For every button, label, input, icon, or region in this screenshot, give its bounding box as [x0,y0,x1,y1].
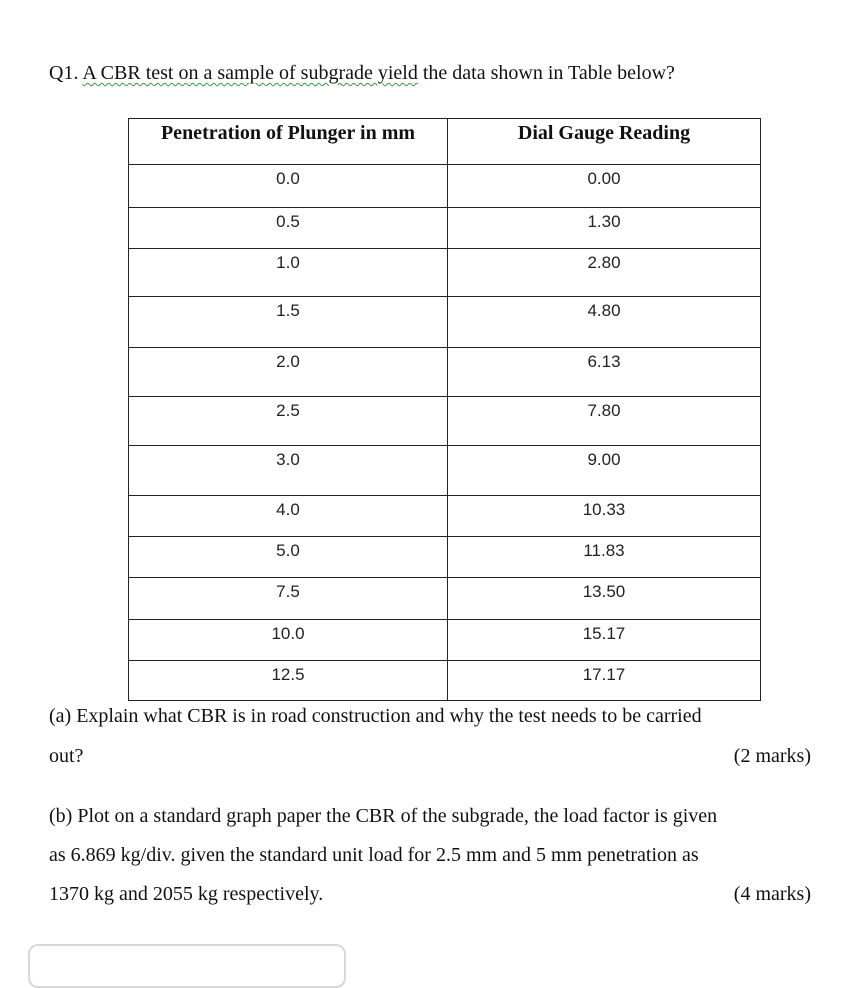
dial-reading-cell: 13.50 [448,578,761,620]
cbr-data-table [128,118,761,701]
header-penetration: Penetration of Plunger in mm [129,119,448,165]
part-a-line-1: (a) Explain what CBR is in road construction and why the test needs to be carried [49,705,702,727]
table-row [129,165,761,208]
table-row [129,397,761,446]
dial-reading-cell: 6.13 [448,348,761,397]
dial-reading-cell: 0.00 [448,165,761,208]
penetration-cell: 7.5 [129,578,448,620]
penetration-cell: 3.0 [129,446,448,496]
part-a-marks: (2 marks) [733,745,811,767]
question-title [49,62,675,85]
dial-reading-cell: 4.80 [448,297,761,348]
part-b-line-3: 1370 kg and 2055 kg respectively. [49,883,324,905]
dial-reading-cell: 2.80 [448,249,761,297]
question-suffix: the data shown in Table below? [417,62,675,84]
penetration-cell: 0.0 [129,165,448,208]
penetration-cell: 10.0 [129,620,448,661]
part-b-line-2: as 6.869 kg/div. given the standard unit load for 2.5 mm and 5 mm penetration as [49,844,699,866]
table-row [129,348,761,397]
header-dial-reading: Dial Gauge Reading [448,119,761,165]
answer-input-box[interactable] [28,944,346,988]
table-row [129,208,761,249]
penetration-cell: 1.5 [129,297,448,348]
penetration-cell: 2.5 [129,397,448,446]
penetration-cell: 2.0 [129,348,448,397]
table-header-row [129,119,761,165]
dial-reading-cell: 15.17 [448,620,761,661]
table-row [129,249,761,297]
penetration-cell: 4.0 [129,496,448,537]
table-row [129,446,761,496]
dial-reading-cell: 7.80 [448,397,761,446]
question-underlined-text: A CBR test on a sample of subgrade yield [82,62,418,84]
part-b-line-1: (b) Plot on a standard graph paper the CBR of the subgrade, the load factor is given [49,805,718,827]
table-row [129,661,761,701]
penetration-cell: 1.0 [129,249,448,297]
table-row [129,620,761,661]
penetration-cell: 0.5 [129,208,448,249]
dial-reading-cell: 11.83 [448,537,761,578]
part-b-marks: (4 marks) [733,883,811,905]
table-row [129,496,761,537]
dial-reading-cell: 17.17 [448,661,761,701]
table-row [129,578,761,620]
table-row [129,297,761,348]
question-number: Q1. [49,62,83,84]
dial-reading-cell: 9.00 [448,446,761,496]
table-row [129,537,761,578]
dial-reading-cell: 10.33 [448,496,761,537]
dial-reading-cell: 1.30 [448,208,761,249]
penetration-cell: 12.5 [129,661,448,701]
penetration-cell: 5.0 [129,537,448,578]
part-a-line-2: out? [49,745,84,767]
